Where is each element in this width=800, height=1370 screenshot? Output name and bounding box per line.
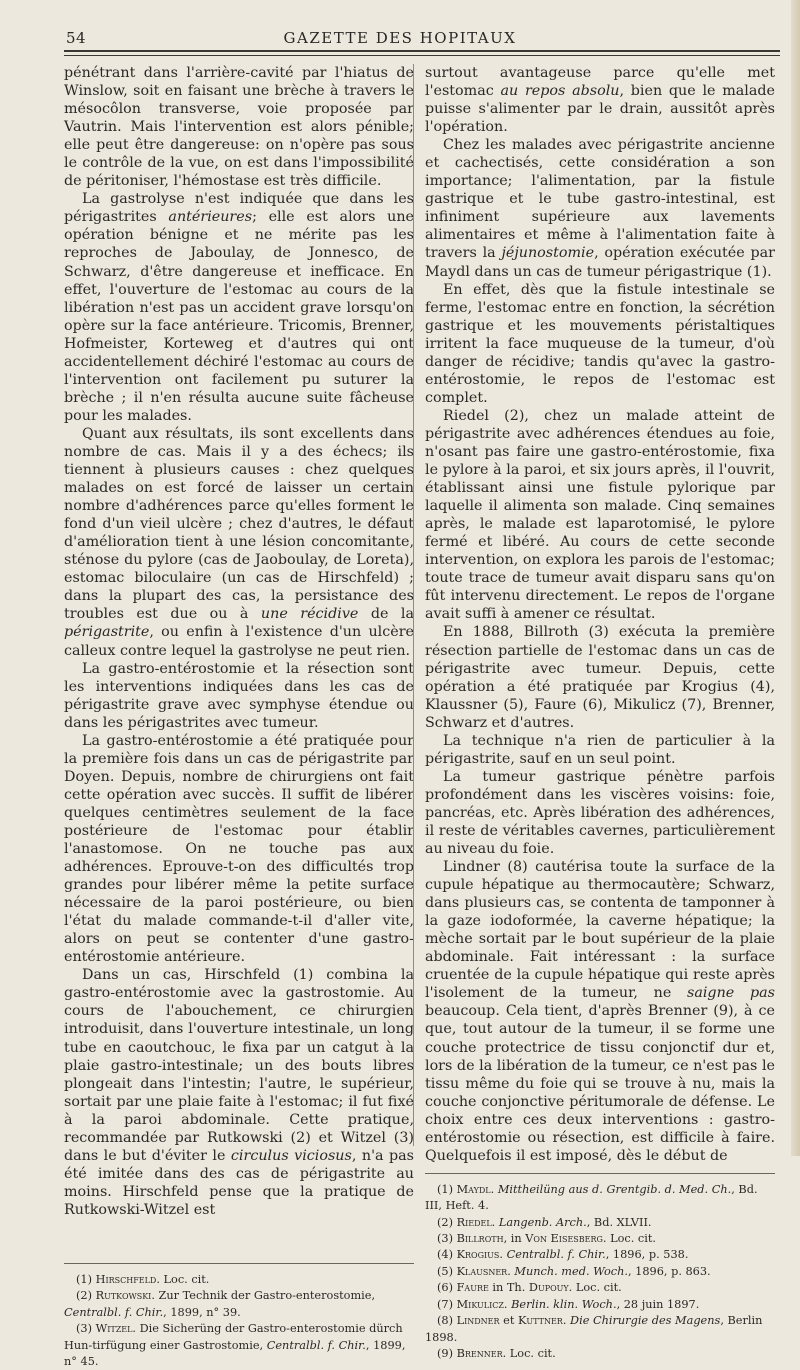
footnote: (9) Brenner. Loc. cit.: [437, 1346, 556, 1360]
header-rule-thick: [64, 50, 780, 52]
paragraph: Dans un cas, Hirschfeld (1) combina la gastro-entérostomie avec la gastrostomie. Au cours de l'abouchement, ce chirurgien introduisit, dans l'ouverture intestinale, un long tube en caoutchouc, le fixa par un catgut à la plaie gastro-intestinale; un des bouts libres plongeait dans l'intestin; l'autre, le supérieur, sortait par une plaie faite à l'estomac; il fut fixé à la paroi abdominale. Cette pratique, recommandée par Rutkowski (2) et Witzel (3) dans le but d'éviter le circulus viciosus, n'a pas été imitée dans des cas de périgastrite au moins. Hirschfeld pense que la pratique de Rutkowski-Witzel est: [64, 967, 414, 1218]
page-edge-shadow: [791, 0, 800, 1156]
right-column: [425, 64, 775, 1362]
footnote: (2) Riedel. Langenb. Arch., Bd. XLVII.: [437, 1215, 652, 1229]
footnote: (8) Lindner et Kuttner. Die Chirurgie des Magens, Berlin 1898.: [425, 1314, 763, 1344]
footnotes-right: [425, 1182, 775, 1362]
page-number: 54: [66, 29, 87, 47]
paragraph: En effet, dès que la fistule intestinale se ferme, l'estomac entre en fonction, la sécrétion gastrique et les mouvements péristaltiques irritent la face muqueuse de la tumeur, d'où danger de récidive; tandis qu'avec la gastro-entérostomie, le repos de l'estomac est complet.: [425, 281, 775, 406]
paragraph: Lindner (8) cautérisa toute la surface de la cupule hépatique au thermocautère; Schwarz, dans plusieurs cas, se contenta de tamponner à la gaze iodoformée, la caverne hépatique; la mèche sortait par le bout supérieur de la plaie abdominale. Fait intéressant : la surface cruentée de la cupule hépatique qui reste après l'isolement de la tumeur, ne saigne pas beaucoup. Cela tient, d'après Brenner (9), à ce que, tout autour de la tumeur, il se forme une couche protectrice de tissu conjonctif dur et, lors de la libération de la tumeur, ce n'est pas le tissu même du foie qui se trouve à nu, mais la couche conjonctive péritumorale de défense. Le choix entre ces deux interventions : gastro-entérostomie ou résection, est difficile à faire. Quelquefois il est imposé, dès le début de: [425, 859, 775, 1164]
paragraph: La gastro-entérostomie a été pratiquée pour la première fois dans un cas de périgastrite par Doyen. Depuis, nombre de chirurgiens ont fait cette opération avec succès. Il suffit de libérer quelques centimètres seulement de la face postérieure de l'estomac pour établir l'anastomose. On ne touche pas aux adhérences. Eprouve-t-on des difficultés trop grandes pour libérer même la petite surface nécessaire de la paroi postérieure, ou bien l'état du malade commande-t-il d'aller vite, alors on peut se contenter d'une gastro-entérostomie antérieure.: [64, 732, 414, 966]
footnote: (1) Maydl. Mittheilüng aus d. Grentgib. d. Med. Ch., Bd. III, Heft. 4.: [425, 1182, 758, 1213]
paragraph: Quant aux résultats, ils sont excellents dans nombre de cas. Mais il y a des échecs; ils tiennent à plusieurs causes : chez quelques malades on est forcé de laisser un certain nombre d'adhérences parce qu'elles forment le fond d'un vieil ulcère ; chez d'autres, le défaut d'amélioration tient à une lésion concomitante, sténose du pylore (cas de Jaoboulay, de Loreta), estomac biloculaire (un cas de Hirschfeld) ; dans la plupart des cas, la persistance des troubles est due ou à une récidive de la périgastrite, ou enfin à l'existence d'un ulcère calleux contre lequel la gastrolyse ne peut rien.: [64, 425, 414, 659]
paragraph: La tumeur gastrique pénètre parfois profondément dans les viscères voisins: foie, pancréas, etc. Après libération des adhérences, il reste de véritables cavernes, particulièrement au niveau du foie.: [425, 768, 775, 858]
paragraph: En 1888, Billroth (3) exécuta la première résection partielle de l'estomac dans un cas de périgastrite avec tumeur. Depuis, cette opération a été pratiquée par Krogius (4), Klaussner (5), Faure (6), Mikulicz (7), Brenner, Schwarz et d'autres.: [425, 624, 775, 731]
paragraph: Riedel (2), chez un malade atteint de périgastrite avec adhérences étendues au foie, n'osant pas faire une gastro-entérostomie, fixa le pylore à la paroi, et six jours après, il l'ouvrit, établissant ainsi une fistule pylorique par laquelle il alimenta son malade. Cinq semaines après, le malade est laparotomisé, le pylore fermé et libéré. Au cours de cette seconde intervention, on explora les parois de l'estomac; toute trace de tumeur avait disparu sans qu'on fût intervenu directement. Le repos de l'organe avait suffi à amener ce résultat.: [425, 407, 775, 623]
paragraph: La technique n'a rien de particulier à la périgastrite, sauf en un seul point.: [425, 732, 775, 767]
footnote: (6) Faure in Th. Dupouy. Loc. cit.: [437, 1281, 622, 1295]
footnote-rule: [425, 1173, 775, 1174]
footnote: (7) Mikulicz. Berlin. klin. Woch., 28 juin 1897.: [437, 1297, 700, 1311]
paragraph: La gastrolyse n'est indiquée que dans les périgastrites antérieures; elle est alors une opération bénigne et ne mérite pas les reproches de Jaboulay, de Jonnesco, de Schwarz, d'être dangereuse et inefficace. En effet, l'ouverture de l'estomac au cours de la libération n'est pas un accident grave lorsqu'on opère sur la face antérieure. Tricomis, Brenner, Hofmeister, Korteweg et d'autres qui ont accidentellement déchiré l'estomac au cours de l'intervention ont facilement pu suturer la brèche ; il n'en résulta aucune suite fâcheuse pour les malades.: [64, 191, 414, 424]
paragraph: surtout avantageuse parce qu'elle met l'estomac au repos absolu, bien que le malade puisse s'alimenter par le drain, aussitôt après l'opération.: [425, 65, 775, 136]
running-title: GAZETTE DES HOPITAUX: [283, 29, 517, 47]
footnote-rule: [64, 1263, 414, 1264]
paragraph: La gastro-entérostomie et la résection sont les interventions indiquées dans les cas de périgastrite grave avec symphyse étendue ou dans les périgastrites avec tumeur.: [64, 660, 414, 731]
header-rule-thin: [64, 55, 780, 56]
paragraph: Chez les malades avec périgastrite ancienne et cachectisés, cette considération a son importance; l'alimentation, par la fistule gastrique et le tube gastro-intestinal, est infiniment supérieure aux lavements alimentaires et même à l'alimentation faite à travers la jéjunostomie, opération exécutée par Maydl dans un cas de tumeur périgastrique (1).: [425, 137, 775, 280]
footnotes-left: [64, 1272, 414, 1370]
footnote: (1) Hirschfeld. Loc. cit.: [76, 1273, 210, 1286]
footnote: (5) Klausner. Munch. med. Woch., 1896, p. 863.: [437, 1264, 711, 1278]
paragraph: pénétrant dans l'arrière-cavité par l'hiatus de Winslow, soit en faisant une brèche à travers le mésocôlon transverse, voie proposée par Vautrin. Mais l'intervention est alors pénible; elle peut être dangereuse: on n'opère pas sous le contrôle de la vue, on est dans l'impossibilité de péritoniser, l'hémostase est très difficile.: [64, 65, 414, 190]
footnote: (3) Billroth, in Von Eisesberg. Loc. cit.: [437, 1232, 656, 1246]
left-column: [64, 64, 414, 1370]
footnote: (3) Witzel. Die Sicherüng der Gastro-enterostomie dürch Hun-tirfügung einer Gastrostomie, Centralbl. f. Chir., 1899, n° 45.: [64, 1322, 406, 1369]
column-separator: [413, 64, 414, 1146]
footnote: (4) Krogius. Centralbl. f. Chir., 1896, p. 538.: [437, 1248, 689, 1262]
footnote: (2) Rutkowski. Zur Technik der Gastro-enterostomie, Centralbl. f. Chir., 1899, n° 39.: [64, 1289, 376, 1319]
